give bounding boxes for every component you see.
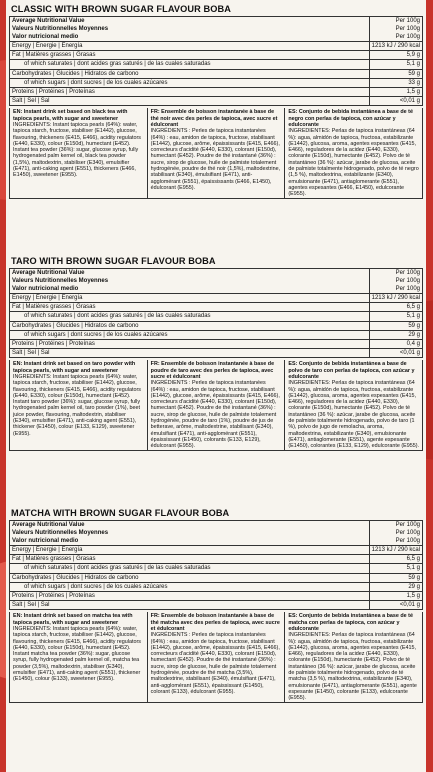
row-label: Proteins | Protéines | Proteínas <box>10 87 370 96</box>
ingredients-fr <box>148 108 286 198</box>
ingredients-fr-heading: FR: Ensemble de boisson instantanée à base de thé noir avec des perles de tapioca, avec sucre et édulcorant <box>150 109 278 128</box>
row-value: 29 g <box>369 330 422 339</box>
header-en: Average Nutritional Value <box>12 270 85 276</box>
row-value: 59 g <box>369 573 422 582</box>
table-row <box>10 339 423 348</box>
ingredients-es <box>285 360 422 450</box>
row-label: of which saturates | dont acides gras saturés | de las cuales saturadas <box>10 60 370 69</box>
ingredients-fr <box>148 360 286 450</box>
row-value: 6,5 g <box>369 303 422 312</box>
ingredients-columns <box>9 612 423 703</box>
row-label: Proteins | Protéines | Proteínas <box>10 591 370 600</box>
ingredients-columns <box>9 360 423 451</box>
table-row <box>10 321 423 330</box>
ingredients-columns <box>9 108 423 199</box>
ingredients-fr <box>148 612 286 702</box>
row-label: of which sugars | dont sucres | de los cuales azúcares <box>10 78 370 87</box>
row-value: 59 g <box>369 321 422 330</box>
ingredients-es-heading: ES: Conjunto de bebida instantánea a base de té negro con perlas de tapioca, con azúcar y edulcorante <box>288 109 413 128</box>
row-value: 59 g <box>369 69 422 78</box>
row-value: 29 g <box>369 582 422 591</box>
table-row <box>10 330 423 339</box>
per-fr: Per 100g <box>395 530 420 536</box>
per-es: Per 100g <box>395 286 420 292</box>
ingredients-en <box>10 108 148 198</box>
table-row <box>10 303 423 312</box>
per-en: Per 100g <box>395 270 420 276</box>
per-en: Per 100g <box>395 18 420 24</box>
row-label: of which saturates | dont acides gras saturés | de las cuales saturadas <box>10 564 370 573</box>
header-en: Average Nutritional Value <box>12 522 85 528</box>
table-row <box>10 312 423 321</box>
row-label: Energy | Énergie | Energía <box>10 42 370 51</box>
table-row <box>10 42 423 51</box>
row-label: Energy | Énergie | Energía <box>10 294 370 303</box>
table-header-row <box>10 17 423 42</box>
table-row <box>10 60 423 69</box>
ingredients-fr-text: INGRÉDIENTS : Perles de tapioca instantanées (64%) : eau, amidon de tapioca, fructose, stabilisant (E1442), glucose, arôme, épaississants (E415, E466), correcteurs d'acidité (E440, E330), colorant (E150d), humectant (E452). Poudre de thé instantané (36%) : sucre, sirop de glucose, huile de palmiste totalement hydrogénée, poudre de thé noir (1,5%), maltodextrine, stabilisant (E340), émulsifiant (E471), anti-agglomérant (E551), épaississants (E466, E1450), édulcorant (E955). <box>150 128 281 191</box>
table-row <box>10 97 423 106</box>
table-row <box>10 51 423 60</box>
row-value: <0,01 g <box>369 97 422 106</box>
table-row <box>10 582 423 591</box>
row-value: <0,01 g <box>369 601 422 610</box>
row-label: Energy | Énergie | Energía <box>10 546 370 555</box>
row-label: Carbohydrates | Glucides | Hidratos de carbono <box>10 321 370 330</box>
ingredients-en-heading: EN: Instant drink set based on taro powder with tapioca pearls, with sugar and sweetener <box>13 361 136 374</box>
ingredients-en-heading: EN: Instant drink set based on black tea with tapioca pearls, with sugar and sweetener <box>13 109 128 122</box>
ingredients-en-text: INGREDIENTS: Instant tapioca pearls (64%): water, tapioca starch, fructose, stabiliser (E1442), glucose, flavouring, thickeners (E415, E466), acidity regulators (E440, E330), colour (E150d), humectant (E452). Instant matcha tea powder (36%): sugar, glucose syrup, fully hydrogenated palm kernel oil, matcha tea powder (3,5%), maltodextrin, stabiliser (E340), emulsifier (E471), anti-caking agent (E551), thickener (E1450), colour (E133), sweetener (E955). <box>13 625 141 683</box>
row-value: 1213 kJ / 290 kcal <box>369 294 422 303</box>
table-row <box>10 349 423 358</box>
table-row <box>10 555 423 564</box>
section-title: TARO WITH BROWN SUGAR FLAVOUR BOBA <box>11 256 216 266</box>
row-value: 5,1 g <box>369 60 422 69</box>
nutrition-table <box>9 16 423 106</box>
per-es: Per 100g <box>395 538 420 544</box>
row-label: Fat | Matières grasses | Grasas <box>10 303 370 312</box>
row-label: Proteins | Protéines | Proteínas <box>10 339 370 348</box>
row-label: of which sugars | dont sucres | de los cuales azúcares <box>10 582 370 591</box>
section-title: MATCHA WITH BROWN SUGAR FLAVOUR BOBA <box>11 508 230 518</box>
nutrition-table <box>9 268 423 358</box>
header-es: Valor nutricional medio <box>12 538 79 544</box>
header-es: Valor nutricional medio <box>12 286 79 292</box>
ingredients-fr-heading: FR: Ensemble de boisson instantanée à base de thé matcha avec des perles de tapioca, avec sucre et édulcorant <box>150 613 280 632</box>
ingredients-fr-heading: FR: Ensemble de boisson instantanée à base de poudre de taro avec des perles de tapioca, avec sucre et édulcorant <box>150 361 275 380</box>
table-row <box>10 294 423 303</box>
header-en: Average Nutritional Value <box>12 18 85 24</box>
ingredients-en <box>10 612 148 702</box>
row-label: Salt | Sel | Sal <box>10 601 370 610</box>
ingredients-en-text: INGREDIENTS: Instant tapioca pearls (64%): water, tapioca starch, fructose, stabiliser (E1442), glucose, flavouring, thickeners (E415, E466), acidity regulators (E440, E330), colour (E150d), humectant (E452). Instant taro powder (36%): sugar, glucose syrup, fully hydrogenated palm kernel oil, taro powder (1%), beet juice powder, flavouring, maltodextrin, stabiliser (E340), emulsifier (E471), anti-caking agent (E551), thickener (E1450), colour (E133, E129), sweetener (E955). <box>13 373 141 437</box>
header-fr: Valeurs Nutritionnelles Moyennes <box>12 26 109 32</box>
ingredients-fr-text: INGRÉDIENTS : Perles de tapioca instantanées (64%) : eau, amidon de tapioca, fructose, stabilisant (E1442), glucose, arôme, épaississants (E415, E466), correcteurs d'acidité (E440, E330), colorant (E150d), humectant (E452). Poudre de thé instantané (36%) : sucre, sirop de glucose, huile de palmiste totalement hydrogénée, poudre de thé matcha (3,5%), maltodextrine, stabilisant (E340), émulsifiant (E471), anti-agglomérant (E551), épaississant (E1450), colorant (E133), édulcorant (E955). <box>150 632 280 695</box>
row-value: 1,5 g <box>369 87 422 96</box>
row-label: Fat | Matières grasses | Grasas <box>10 555 370 564</box>
ingredients-en-heading: EN: Instant drink set based on matcha tea with tapioca pearls, with sugar and sweetener <box>13 613 133 626</box>
table-row <box>10 564 423 573</box>
row-value: 33 g <box>369 78 422 87</box>
row-value: 1213 kJ / 290 kcal <box>369 546 422 555</box>
per-en: Per 100g <box>395 522 420 528</box>
ingredients-en <box>10 360 148 450</box>
ingredients-es-text: INGREDIENTES: Perlas de tapioca instantáneas (64 %): agua, almidón de tapioca, fructosa, estabilizante (E1442), glucosa, aroma, agentes espesantes (E415, E466), reguladores de la acidez (E440, E330), colorante (E150d), humectante (E452). Polvo de té instantáneo (36 %): azúcar, jarabe de glucosa, aceite de palmiste totalmente hidrogenado, polvo de té matcha (3,5 %), maltodextrina, estabilizante (E340), emulsionante (E471), antiaglomerante (E551), agente espesante (E1450), colorante (E133), edulcorante (E955). <box>288 632 417 702</box>
header-es: Valor nutricional medio <box>12 34 79 40</box>
table-header-row <box>10 269 423 294</box>
row-value: 0,4 g <box>369 339 422 348</box>
row-value: 1213 kJ / 290 kcal <box>369 42 422 51</box>
ingredients-es <box>285 612 422 702</box>
ingredients-es-text: INGREDIENTES: Perlas de tapioca instantáneas (64 %): agua, almidón de tapioca, fructosa, estabilizante (E1442), glucosa, aroma, agentes espesantes (E415, E466), reguladores de la acidez (E440, E330), colorante (E150d), humectante (E452). Polvo de té instantáneo (36 %): azúcar, jarabe de glucosa, aceite de palmiste totalmente hidrogenado, polvo de té negro (1,5 %), maltodextrina, estabilizante (E340), emulsionante (E471), antiaglomerante (E551), agentes espesantes (E466, E1450), edulcorante (E955). <box>288 128 419 198</box>
row-value: 5,1 g <box>369 564 422 573</box>
ingredients-es <box>285 108 422 198</box>
row-value: <0,01 g <box>369 349 422 358</box>
table-row <box>10 87 423 96</box>
ingredients-fr-text: INGRÉDIENTS : Perles de tapioca instantanées (64%) : eau, amidon de tapioca, fructose, stabilisant (E1442), glucose, arôme, épaississants (E415, E466), correcteurs d'acidité (E440, E330), colorant (E150d), humectant (E452). Poudre de thé instantané (36%) : sucre, sirop de glucose, huile de palmiste totalement hydrogénée, poudre de taro (1%), poudre de jus de betterave, arôme, maltodextrine, stabilisant (E340), émulsifiant (E471), anti-agglomérant (E551), épaississant (E1450), colorants (E133, E129), édulcorant (E955). <box>150 380 280 450</box>
matcha-section <box>9 508 423 703</box>
table-row <box>10 69 423 78</box>
row-value: 6,5 g <box>369 555 422 564</box>
ingredients-es-heading: ES: Conjunto de bebida instantánea a base de té matcha con perlas de tapioca, con azúcar y edulcorante <box>288 613 413 632</box>
row-value: 5,1 g <box>369 312 422 321</box>
ingredients-es-heading: ES: Conjunto de bebida instantánea a base de polvo de taro con perlas de tapioca, con azúcar y edulcorante <box>288 361 415 380</box>
table-header-row <box>10 521 423 546</box>
classic-section <box>9 4 423 199</box>
table-row <box>10 546 423 555</box>
row-value: 1,5 g <box>369 591 422 600</box>
ingredients-es-text: INGREDIENTES: Perlas de tapioca instantáneas (64 %): agua, almidón de tapioca, fructosa, estabilizante (E1442), glucosa, aroma, agentes espesantes (E415, E466), reguladores de la acidez (E440, E330), colorante (E150d), humectante (E452). Polvo de té instantáneo (36 %): azúcar, jarabe de glucosa, aceite de palmiste totalmente hidrogenado, polvo de taro (1 %), polvo de jugo de remolacha, aroma, maltodextrina, estabilizante (E340), emulsionante (E471), antiaglomerante (E551), agente espesante (E1450), colorantes (E133, E129), edulcorante (E955). <box>288 380 419 450</box>
row-label: Carbohydrates | Glucides | Hidratos de carbono <box>10 573 370 582</box>
taro-section <box>9 256 423 451</box>
row-label: of which sugars | dont sucres | de los cuales azúcares <box>10 330 370 339</box>
row-label: Salt | Sel | Sal <box>10 349 370 358</box>
header-fr: Valeurs Nutritionnelles Moyennes <box>12 530 109 536</box>
section-title: CLASSIC WITH BROWN SUGAR FLAVOUR BOBA <box>11 4 231 14</box>
row-label: of which saturates | dont acides gras saturés | de las cuales saturadas <box>10 312 370 321</box>
row-value: 5,9 g <box>369 51 422 60</box>
table-row <box>10 591 423 600</box>
nutrition-table <box>9 520 423 610</box>
per-fr: Per 100g <box>395 26 420 32</box>
per-es: Per 100g <box>395 34 420 40</box>
per-fr: Per 100g <box>395 278 420 284</box>
row-label: Carbohydrates | Glucides | Hidratos de carbono <box>10 69 370 78</box>
table-row <box>10 78 423 87</box>
label-panel <box>6 0 426 772</box>
table-row <box>10 601 423 610</box>
table-row <box>10 573 423 582</box>
row-label: Salt | Sel | Sal <box>10 97 370 106</box>
row-label: Fat | Matières grasses | Grasas <box>10 51 370 60</box>
header-fr: Valeurs Nutritionnelles Moyennes <box>12 278 109 284</box>
ingredients-en-text: INGREDIENTS: Instant tapioca pearls (64%): water, tapioca starch, fructose, stabiliser (E1442), glucose, flavouring, thickeners (E415, E466), acidity regulators (E440, E330), colour (E150d), humectant (E452). Instant tea powder (36%): sugar, glucose syrup, fully hydrogenated palm kernel oil, black tea powder (1,5%), maltodextrin, stabiliser (E340), emulsifier (E471), anti-caking agent (E551), thickeners (E466, E1450), sweetener (E955). <box>13 121 141 179</box>
